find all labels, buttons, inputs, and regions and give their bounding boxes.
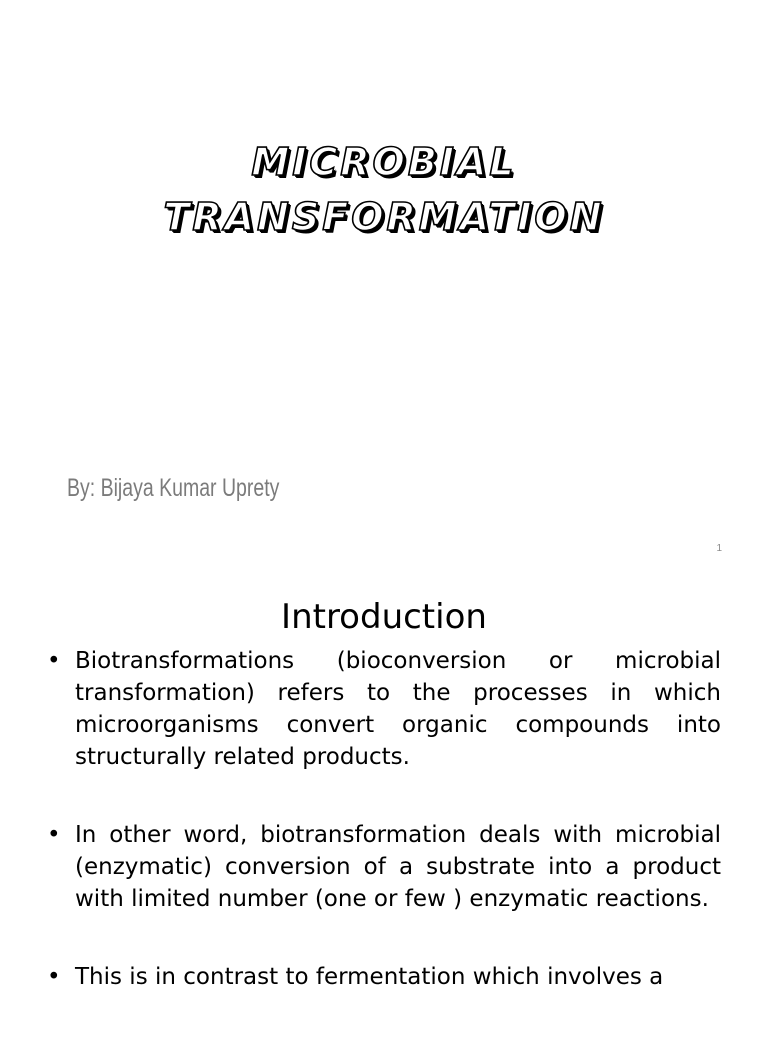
bullet-text: In other word, biotransformation deals with microbial (enzymatic) conversion of a substrate into a product with limited number (one or few ) enzymatic reactions. (75, 822, 721, 912)
introduction-slide (0, 565, 768, 1024)
bullet-item (47, 819, 721, 915)
bullet-item (47, 961, 721, 993)
bullet-marker: • (47, 964, 61, 990)
bullet-list (47, 645, 721, 1039)
bullet-text: This is in contrast to fermentation which involves a (75, 964, 664, 990)
slide-page-number: 1 (716, 543, 722, 554)
bullet-item (47, 645, 721, 773)
bullet-marker: • (47, 648, 61, 674)
slide-heading: Introduction (281, 597, 487, 637)
bullet-text: Biotransformations (bioconversion or microbial transformation) refers to the processes in which microorganisms convert organic compounds into structurally related products. (75, 648, 721, 770)
slide-title-line-2: TRANSFORMATION (163, 195, 605, 239)
author-byline: By: Bijaya Kumar Uprety (67, 474, 280, 502)
slide-title-line-1: MICROBIAL (251, 140, 517, 184)
bullet-marker: • (47, 822, 61, 848)
